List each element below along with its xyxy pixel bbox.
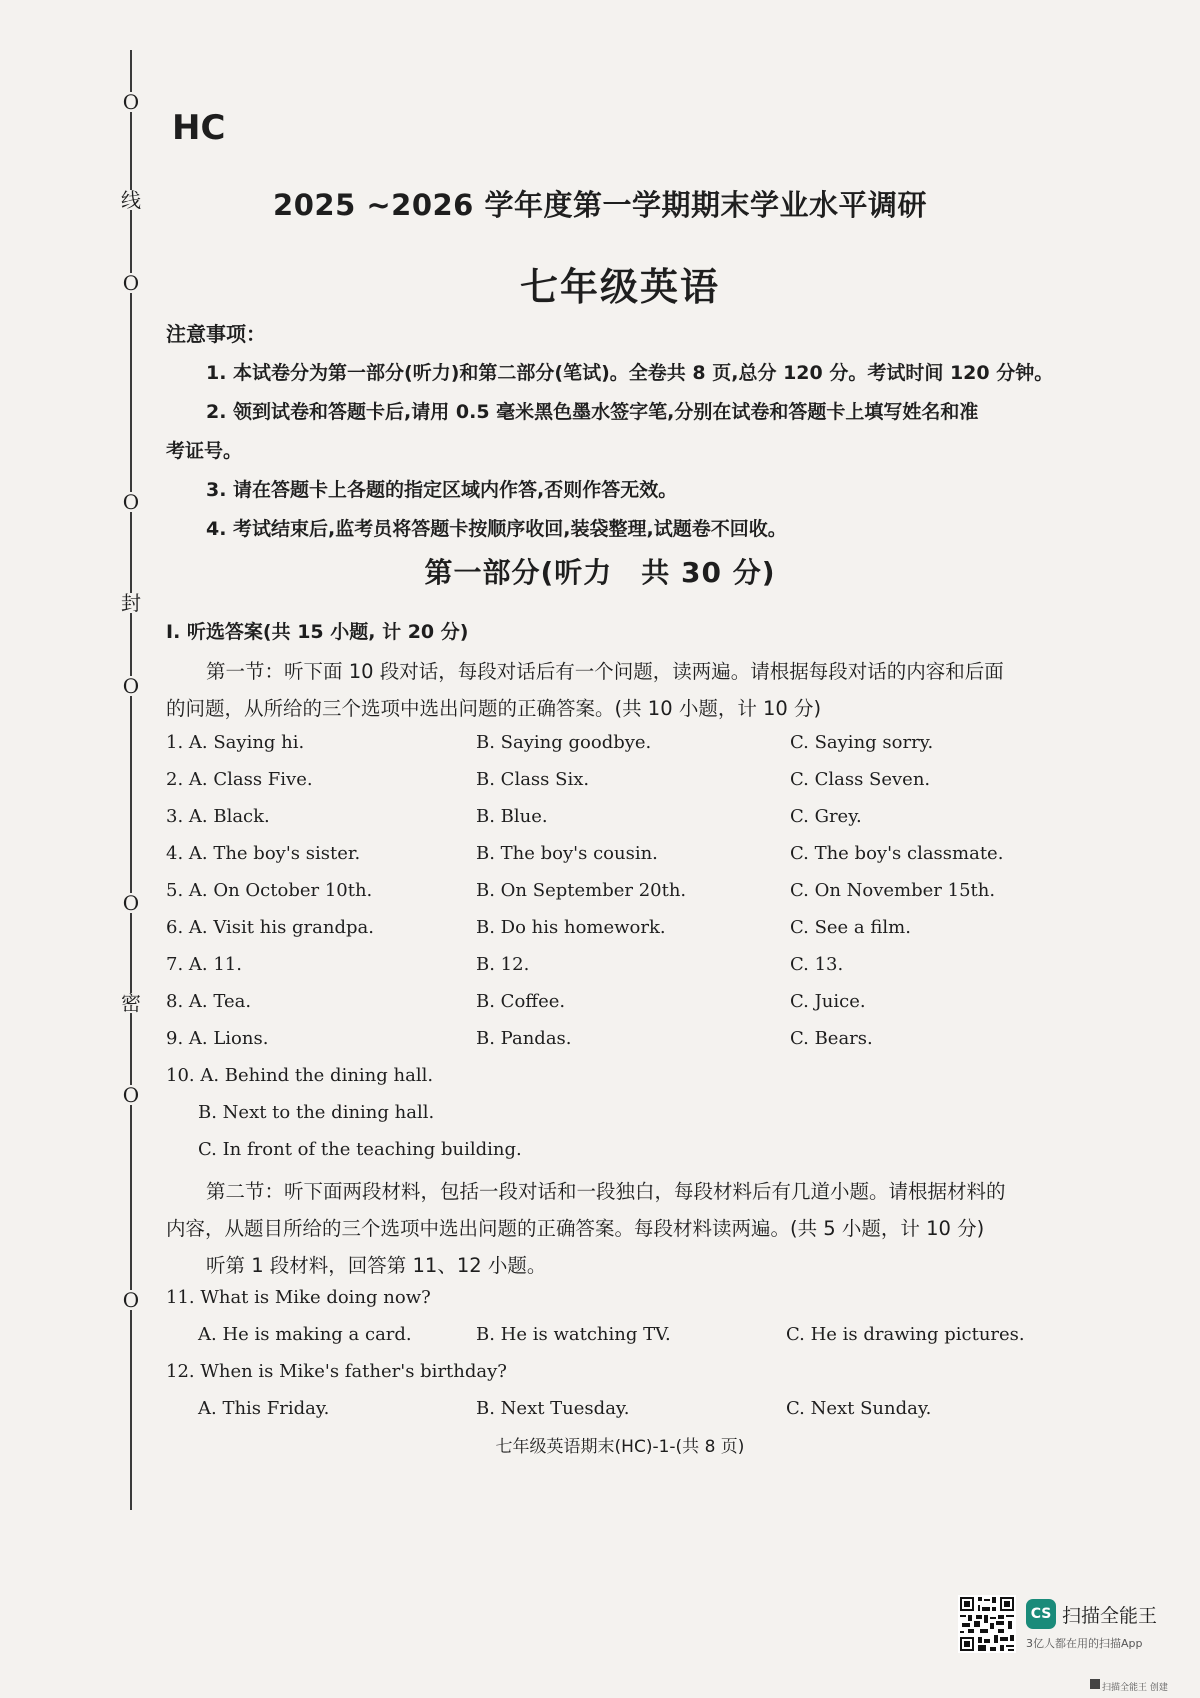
option-a: 1. A. Saying hi.	[166, 732, 305, 753]
watermark-tagline: 3亿人都在用的扫描App	[1026, 1637, 1143, 1650]
option-b: B. Class Six.	[476, 769, 590, 790]
option-b: B. Next to the dining hall.	[198, 1102, 435, 1123]
notice-item: 2. 领到试卷和答题卡后,请用 0.5 毫米黑色墨水签字笔,分别在试卷和答题卡上填写姓名和准	[206, 401, 979, 423]
option-b: B. He is watching TV.	[476, 1324, 671, 1345]
section2-instruction: 内容，从题目所给的三个选项中选出问题的正确答案。每段材料读两遍。(共 5 小题，计 10 分)	[166, 1217, 985, 1240]
section1-heading: Ⅰ. 听选答案(共 15 小题, 计 20 分)	[166, 621, 469, 643]
part1-heading: 第一部分(听力 共 30 分)	[424, 556, 776, 589]
margin-circle: O	[114, 273, 148, 293]
section2-instruction: 第二节：听下面两段材料，包括一段对话和一段独白，每段材料后有几道小题。请根据材料的	[206, 1180, 1006, 1203]
margin-circle: O	[114, 1085, 148, 1105]
section1-instruction: 第一节：听下面 10 段对话，每段对话后有一个问题，读两遍。请根据每段对话的内容和后面	[206, 660, 1004, 683]
small-qr-icon	[1090, 1679, 1100, 1689]
scanner-watermark	[958, 1595, 1188, 1657]
option-b: B. On September 20th.	[476, 880, 687, 901]
option-a: 7. A. 11.	[166, 954, 242, 975]
option-c: C. He is drawing pictures.	[786, 1324, 1025, 1345]
option-b: B. The boy's cousin.	[476, 843, 658, 864]
option-c: C. 13.	[790, 954, 844, 975]
option-b: B. Blue.	[476, 806, 548, 827]
option-c: C. Grey.	[790, 806, 862, 827]
option-c: C. See a film.	[790, 917, 911, 938]
margin-circle: O	[114, 1290, 148, 1310]
option-c: C. Juice.	[790, 991, 866, 1012]
margin-circle: O	[114, 893, 148, 913]
notice-item: 考证号。	[166, 440, 243, 462]
option-c: C. Bears.	[790, 1028, 873, 1049]
option-a: 3. A. Black.	[166, 806, 270, 827]
option-b: B. Pandas.	[476, 1028, 572, 1049]
question-stem: 11. What is Mike doing now?	[166, 1287, 431, 1308]
option-a: 2. A. Class Five.	[166, 769, 313, 790]
option-b: B. Next Tuesday.	[476, 1398, 630, 1419]
paper-code: HC	[172, 108, 226, 148]
option-b: B. 12.	[476, 954, 530, 975]
option-a: 9. A. Lions.	[166, 1028, 269, 1049]
margin-mark-secret: 密	[114, 993, 148, 1013]
option-a: 6. A. Visit his grandpa.	[166, 917, 374, 938]
notice-item: 4. 考试结束后,监考员将答题卡按顺序收回,装袋整理,试题卷不回收。	[206, 518, 787, 540]
material-label: 听第 1 段材料，回答第 11、12 小题。	[206, 1254, 547, 1277]
option-a: 10. A. Behind the dining hall.	[166, 1065, 434, 1086]
margin-circle: O	[114, 492, 148, 512]
option-c: C. The boy's classmate.	[790, 843, 1004, 864]
exam-title: 2025 ~2026 学年度第一学期期末学业水平调研	[273, 188, 927, 222]
margin-circle: O	[114, 676, 148, 696]
notice-heading: 注意事项：	[166, 322, 266, 346]
notice-item: 3. 请在答题卡上各题的指定区域内作答,否则作答无效。	[206, 479, 678, 501]
page-footer: 七年级英语期末(HC)-1-(共 8 页)	[495, 1437, 745, 1457]
option-a: 8. A. Tea.	[166, 991, 252, 1012]
option-c: C. On November 15th.	[790, 880, 996, 901]
option-b: B. Do his homework.	[476, 917, 666, 938]
camscanner-logo-icon: CS	[1026, 1599, 1056, 1629]
option-b: B. Saying goodbye.	[476, 732, 652, 753]
question-stem: 12. When is Mike's father's birthday?	[166, 1361, 507, 1382]
margin-mark-seal: 封	[114, 593, 148, 613]
watermark-app-name: 扫描全能王	[1062, 1605, 1158, 1627]
margin-mark-line: 线	[114, 190, 148, 210]
option-b: B. Coffee.	[476, 991, 566, 1012]
option-a: A. He is making a card.	[198, 1324, 412, 1345]
option-c: C. Next Sunday.	[786, 1398, 932, 1419]
option-a: 5. A. On October 10th.	[166, 880, 373, 901]
notice-item: 1. 本试卷分为第一部分(听力)和第二部分(笔试)。全卷共 8 页,总分 120 分。考试时间 120 分钟。	[206, 362, 1054, 384]
option-a: A. This Friday.	[198, 1398, 330, 1419]
watermark-credit: 扫描全能王 创建	[1102, 1683, 1168, 1693]
option-c: C. Class Seven.	[790, 769, 931, 790]
subject-title: 七年级英语	[519, 265, 720, 309]
option-a: 4. A. The boy's sister.	[166, 843, 361, 864]
qr-code-icon	[958, 1595, 1016, 1653]
option-c: C. Saying sorry.	[790, 732, 934, 753]
option-c: C. In front of the teaching building.	[198, 1139, 522, 1160]
section1-instruction: 的问题，从所给的三个选项中选出问题的正确答案。(共 10 小题，计 10 分)	[166, 697, 822, 720]
margin-circle: O	[114, 92, 148, 112]
